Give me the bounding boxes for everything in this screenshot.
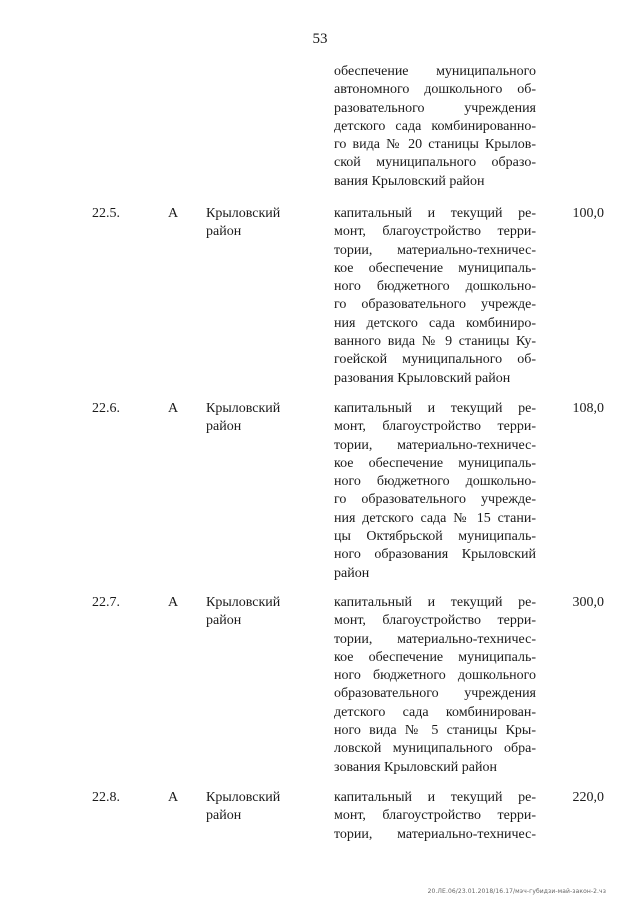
item-number: 22.5. [92,206,120,221]
description-line: тории, материально-техничес- [334,631,536,647]
document-footer: 20.ЛЕ.06/23.01.2018/16.17/мэч-губидзи-май-закон-2.чз [427,888,606,895]
description-line: детского сада комбинирован- [334,704,536,720]
item-municipality [206,205,316,242]
item-amount: 108,0 [572,401,604,416]
description-line: ного бюджетного дошкольно- [334,474,536,490]
item-amount: 100,0 [572,206,604,221]
item-municipality [206,789,316,826]
item-number: 22.7. [92,595,120,610]
item-municipality [206,400,316,437]
description-line: ния детского сада комбиниро- [334,315,536,331]
item-number: 22.6. [92,401,120,416]
description-line: автономного дошкольного об- [334,82,536,98]
item-description [334,594,536,777]
description-line: образовательного учреждения [334,686,536,702]
description-line: ния детского сада № 15 стани- [334,510,536,526]
description-line: тории, материально-техничес- [334,826,536,842]
description-line: ного образования Крыловский [334,547,536,563]
municipality-line: Крыловский [206,790,281,805]
description-line: разования Крыловский район [334,370,511,386]
description-line: цы Октябрьской муниципаль- [334,529,536,545]
description-line: кое обеспечение муниципаль- [334,649,536,665]
item-description [334,400,536,583]
item-category: А [168,790,179,805]
item-category: А [168,595,179,610]
description-line: зования Крыловский район [334,759,497,775]
municipality-line: район [206,419,242,435]
description-line: го образовательного учрежде- [334,492,536,508]
item-amount: 220,0 [572,790,604,805]
description-line: ванного вида № 9 станицы Ку- [334,334,536,350]
description-line: го образовательного учрежде- [334,297,536,313]
municipality-line: Крыловский [206,401,281,416]
description-line: район [334,565,370,581]
municipality-line: Крыловский [206,206,281,221]
item-category: А [168,206,179,221]
description-line: ного бюджетного дошкольно- [334,279,536,295]
municipality-line: район [206,808,242,824]
item-municipality [206,594,316,631]
description-line: монт, благоустройство терри- [334,419,536,435]
description-line: го вида № 20 станицы Крылов- [334,137,536,153]
description-line: вания Крыловский район [334,173,485,189]
description-line: ловской муниципального обра- [334,741,536,757]
description-line: капитальный и текущий ре- [334,790,536,805]
description-line: капитальный и текущий ре- [334,401,536,416]
description-line: тории, материально-техничес- [334,437,536,453]
description-line: ного вида № 5 станицы Кры- [334,723,536,739]
description-line: детского сада комбинированно- [334,118,536,134]
description-line: монт, благоустройство терри- [334,613,536,629]
description-line: монт, благоустройство терри- [334,808,536,824]
description-line: кое обеспечение муниципаль- [334,260,536,276]
item-number: 22.8. [92,790,120,805]
description-line: капитальный и текущий ре- [334,206,536,221]
municipality-line: район [206,224,242,240]
description-line: гоейской муниципального об- [334,352,536,368]
item-category: А [168,401,179,416]
municipality-line: Крыловский [206,595,281,610]
item-description [334,205,536,388]
municipality-line: район [206,613,242,629]
description-line: кое обеспечение муниципаль- [334,455,536,471]
description-line: обеспечение муниципального [334,64,536,79]
description-line: разовательного учреждения [334,100,536,116]
description-line: ской муниципального образо- [334,155,536,171]
description-line: монт, благоустройство терри- [334,224,536,240]
description-line: капитальный и текущий ре- [334,595,536,610]
item-description [334,789,536,844]
description-line: ного бюджетного дошкольного [334,668,536,684]
continuation-description [334,63,536,191]
page-number: 53 [312,31,328,47]
description-line: тории, материально-техничес- [334,242,536,258]
item-amount: 300,0 [572,595,604,610]
